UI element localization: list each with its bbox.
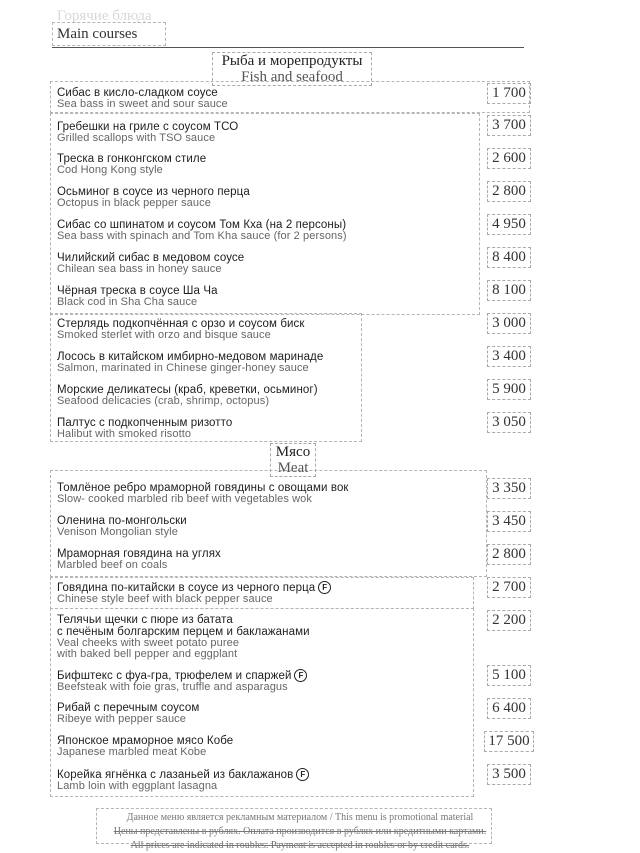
dish-name-text: Бифштекс с фуа-гра, трюфелем и спаржей: [57, 670, 292, 682]
dish-price: 8 400: [487, 247, 531, 268]
menu-item: [57, 351, 477, 374]
dish-name-en: Seafood delicacies (crab, shrimp, octopus): [57, 395, 270, 407]
menu-item: [57, 153, 477, 176]
dish-name-ru: Чёрная треска в соусе Ша Ча: [57, 285, 218, 297]
dish-price: 17 500: [484, 731, 534, 752]
dish-name-ru: Палтус с подкопченным ризотто: [57, 417, 233, 429]
dish-name-ru: Оленина по-монгольски: [57, 515, 187, 527]
f-mark-icon: F: [296, 768, 309, 781]
f-mark-icon: F: [318, 581, 331, 594]
dish-price: 2 200: [487, 610, 531, 631]
dish-name-en: Beefsteak with foie gras, truffle and asparagus: [57, 681, 288, 693]
dish-name-ru: Сибас со шпинатом и соусом Том Кха (на 2 персоны): [57, 219, 347, 231]
dish-name-en: Black cod in Sha Cha sauce: [57, 296, 198, 308]
footer-line-3: All prices are indicated in roubles. Payment is accepted in roubles or by credit cards.: [130, 840, 470, 851]
dish-name-ru: Морские деликатесы (краб, креветки, осьминог): [57, 384, 318, 396]
dish-name-en: Grilled scallops with TSO sauce: [57, 132, 216, 144]
f-mark-icon: F: [294, 669, 307, 682]
dish-name-ru: Треска в гонконгском стиле: [57, 153, 207, 165]
dish-price: 3 700: [487, 115, 531, 136]
dish-name-en: Slow- cooked marbled rib beef with vegetables wok: [57, 493, 312, 505]
dish-name-en: Sea bass with spinach and Tom Kha sauce (for 2 persons): [57, 230, 347, 242]
section-title-meat: [270, 443, 316, 477]
dish-name-ru: Лосось в китайском имбирно-медовом маринаде: [57, 351, 324, 363]
dish-price: 3 450: [487, 511, 531, 532]
dish-name-en: Marbled beef on coals: [57, 559, 168, 571]
dish-price: 8 100: [487, 280, 531, 301]
menu-item: [57, 417, 477, 440]
dish-name-ru: Гребешки на гриле с соусом ТСО: [57, 121, 239, 133]
dish-price: 3 050: [487, 412, 531, 433]
dish-name-en: Chilean sea bass in honey sauce: [57, 263, 222, 275]
menu-item: [57, 702, 477, 725]
menu-item: [57, 186, 477, 209]
dish-price: 2 600: [487, 148, 531, 169]
dish-price: 5 900: [487, 379, 531, 400]
section-title-en: Fish and seafood: [241, 69, 343, 85]
menu-item: [57, 252, 477, 275]
dish-name-ru: Чилийский сибас в медовом соусе: [57, 252, 245, 264]
dish-name-en: Smoked sterlet with orzo and bisque sauce: [57, 329, 271, 341]
page-title: Main courses: [57, 26, 138, 42]
dish-price: 5 100: [487, 665, 531, 686]
dish-name-ru: Осьминог в соусе из черного перца: [57, 186, 250, 198]
dish-name-en: Halibut with smoked risotto: [57, 428, 192, 440]
menu-item: [57, 735, 477, 758]
dish-name-ru: Стерлядь подкопчённая с орзо и соусом биск: [57, 318, 305, 330]
section-title-fish: [212, 52, 372, 86]
menu-item: [57, 121, 477, 144]
dish-name-en: Japanese marbled meat Kobe: [57, 746, 207, 758]
menu-item: [57, 318, 477, 341]
dish-name-text: Корейка ягнёнка с лазаньей из баклажанов: [57, 769, 294, 781]
menu-item: [57, 384, 477, 407]
section-title-ru: Мясо: [275, 444, 311, 460]
dish-name-en: Cod Hong Kong style: [57, 164, 163, 176]
dish-price: 3 500: [487, 764, 531, 785]
footer-line-1: Данное меню является рекламным материалом / This menu is promotional material: [126, 812, 474, 823]
dish-name-ru: Японское мраморное мясо Кобе: [57, 735, 234, 747]
menu-item: [57, 219, 477, 242]
dish-name-en: Sea bass in sweet and sour sauce: [57, 98, 228, 110]
footer-line-2: Цены представлены в рублях. Оплата производится в рублях или кредитными картами.: [113, 826, 487, 837]
menu-item: [57, 548, 477, 571]
dish-name-en: Salmon, marinated in Chinese ginger-honey sauce: [57, 362, 309, 374]
dish-name-ru: Сибас в кисло-сладком соусе: [57, 87, 218, 99]
dish-price: 1 700: [487, 83, 531, 104]
dish-price: 3 350: [487, 478, 531, 499]
dish-name-en-line2: with baked bell pepper and eggplant: [57, 648, 238, 660]
section-title-ru: Рыба и морепродукты: [221, 53, 363, 69]
dish-name-en: Lamb loin with eggplant lasagna: [57, 780, 218, 792]
dish-price: 6 400: [487, 698, 531, 719]
menu-item: [57, 285, 477, 308]
menu-item: [57, 669, 477, 693]
footer: [100, 811, 500, 853]
dish-price: 3 000: [487, 313, 531, 334]
section-title-en: Meat: [277, 460, 309, 476]
menu-item: [57, 482, 477, 505]
dish-name-en: Chinese style beef with black pepper sauce: [57, 593, 273, 605]
menu-item: [57, 768, 477, 792]
dish-name-en: Octopus in black pepper sauce: [57, 197, 211, 209]
menu-item: [57, 581, 477, 605]
ghost-heading: Горячие блюда: [57, 8, 152, 24]
dish-name-en: Venison Mongolian style: [57, 526, 178, 538]
dish-price: 2 700: [487, 577, 531, 598]
menu-item: [57, 614, 477, 660]
dish-name-ru: Мраморная говядина на углях: [57, 548, 221, 560]
dish-name-en: Ribeye with pepper sauce: [57, 713, 186, 725]
dish-price: 2 800: [487, 544, 531, 565]
dish-name-ru: Телячьи щечки с пюре из батата: [57, 614, 233, 626]
dish-price: 2 800: [487, 181, 531, 202]
dish-price: 4 950: [487, 214, 531, 235]
dish-price: 3 400: [487, 346, 531, 367]
dish-name-ru-line2: с печёным болгарским перцем и баклажанами: [57, 626, 310, 638]
dish-name-text: Говядина по-китайски в соусе из черного перца: [57, 582, 316, 594]
header-divider: [52, 47, 524, 48]
dish-name-ru: Томлёное ребро мраморной говядины с овощами вок: [57, 482, 349, 494]
dish-name-ru: Рибай с перечным соусом: [57, 702, 200, 714]
dish-name-en: Veal cheeks with sweet potato puree: [57, 637, 240, 649]
menu-item: [57, 87, 477, 110]
menu-item: [57, 515, 477, 538]
